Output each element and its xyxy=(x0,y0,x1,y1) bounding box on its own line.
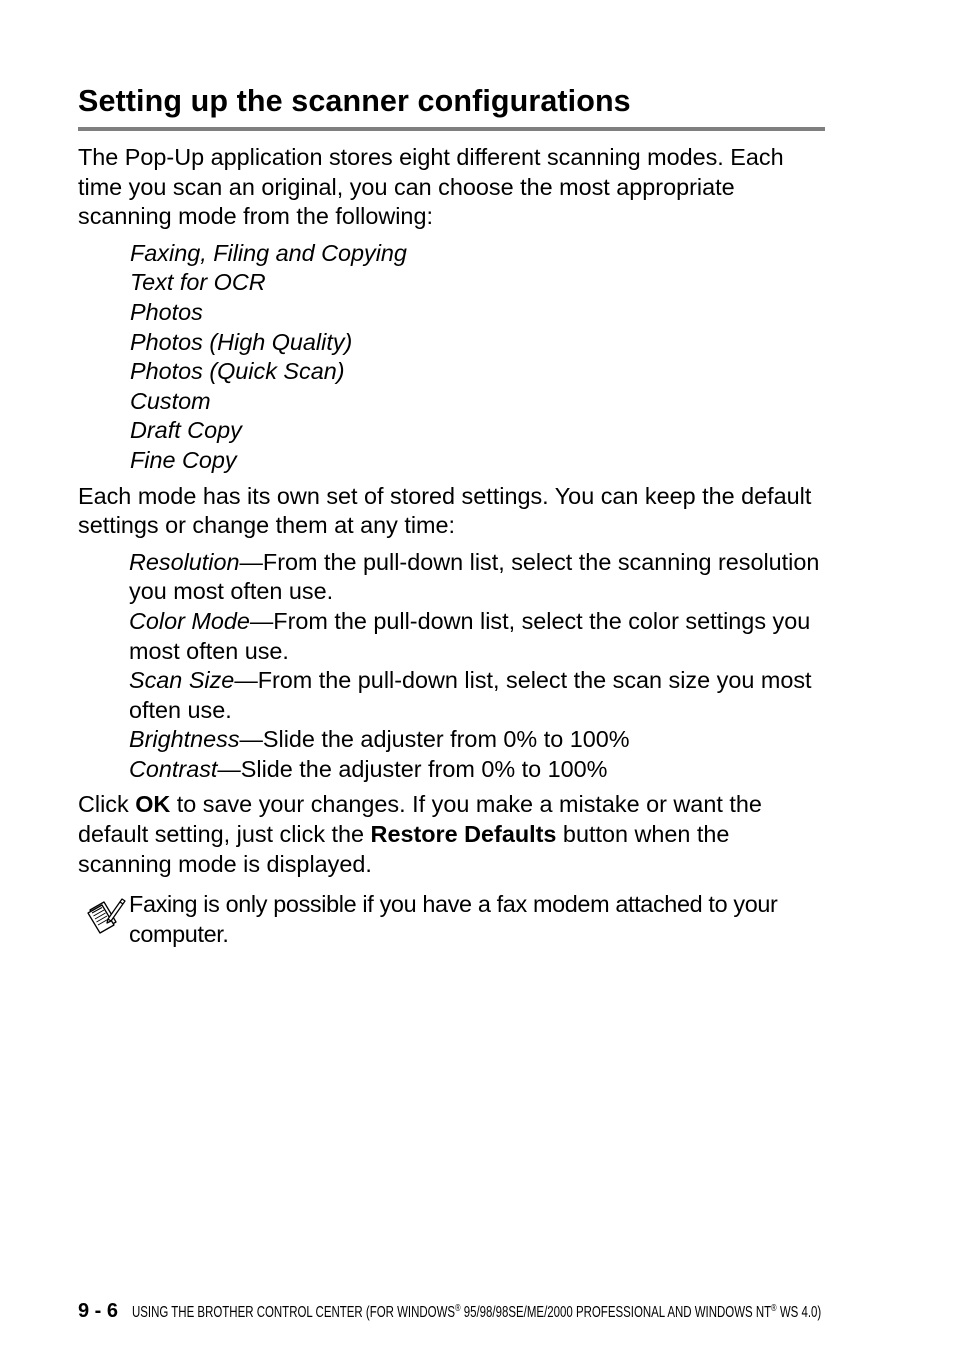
setting-description: —Slide the adjuster from 0% to 100% xyxy=(239,726,630,753)
mode-item: Faxing, Filing and Copying xyxy=(130,239,407,266)
mode-item: Fine Copy xyxy=(130,446,237,473)
setting-description: —Slide the adjuster from 0% to 100% xyxy=(217,755,608,782)
setting-item xyxy=(129,607,825,666)
page-footer xyxy=(78,1300,954,1323)
save-instructions-paragraph xyxy=(78,790,825,879)
setting-term: Brightness xyxy=(129,726,240,753)
page-content xyxy=(78,82,825,949)
setting-term: Scan Size xyxy=(129,667,235,694)
setting-term: Color Mode xyxy=(129,607,250,634)
running-footer-text: WS 4.0) xyxy=(776,1304,822,1321)
registered-mark: ® xyxy=(771,1302,777,1314)
running-footer-text: USING THE BROTHER CONTROL CENTER (FOR WINDOWS xyxy=(132,1304,456,1321)
running-footer xyxy=(132,1303,821,1322)
mode-item: Photos (High Quality) xyxy=(130,328,353,355)
scanning-modes-list xyxy=(130,239,825,476)
intro-paragraph: The Pop-Up application stores eight different scanning modes. Each time you scan an original, you can choose the most appropriate scanning mode from the following: xyxy=(78,144,784,230)
mode-item: Draft Copy xyxy=(130,417,242,444)
instruction-text: to save your changes. If you make a mistake or want the default setting, just click the xyxy=(78,791,762,848)
settings-intro-paragraph: Each mode has its own set of stored settings. You can keep the default settings or change them at any time: xyxy=(78,482,812,539)
setting-item xyxy=(129,548,825,607)
section-title: Setting up the scanner configurations xyxy=(78,82,825,131)
running-footer-text: 95/98/98SE/ME/2000 PROFESSIONAL AND WINDOWS NT xyxy=(460,1304,772,1321)
instruction-text: button when the scanning mode is displayed. xyxy=(78,821,730,877)
note-pencil-icon xyxy=(86,896,126,936)
restore-defaults-reference: Restore Defaults xyxy=(370,821,557,848)
mode-item: Custom xyxy=(130,387,211,414)
setting-term: Contrast xyxy=(129,755,218,782)
setting-item xyxy=(129,666,825,725)
setting-description: —From the pull-down list, select the color settings you most often use. xyxy=(129,607,811,664)
note-text: Faxing is only possible if you have a fax modem attached to your computer. xyxy=(129,891,778,947)
setting-term: Resolution xyxy=(129,548,240,575)
mode-item: Photos (Quick Scan) xyxy=(130,358,345,385)
note-box xyxy=(78,890,825,949)
setting-description: —From the pull-down list, select the scanning resolution you most often use. xyxy=(129,548,820,605)
mode-item: Text for OCR xyxy=(130,269,266,296)
registered-mark: ® xyxy=(455,1302,461,1314)
mode-item: Photos xyxy=(130,298,203,325)
setting-description: —From the pull-down list, select the scan size you most often use. xyxy=(129,667,812,723)
setting-item xyxy=(129,725,825,755)
settings-list xyxy=(129,548,825,785)
ok-button-reference: OK xyxy=(135,791,171,818)
instruction-text: Click xyxy=(78,791,136,818)
setting-item xyxy=(129,755,825,785)
page-number: 9 - 6 xyxy=(78,1300,119,1322)
